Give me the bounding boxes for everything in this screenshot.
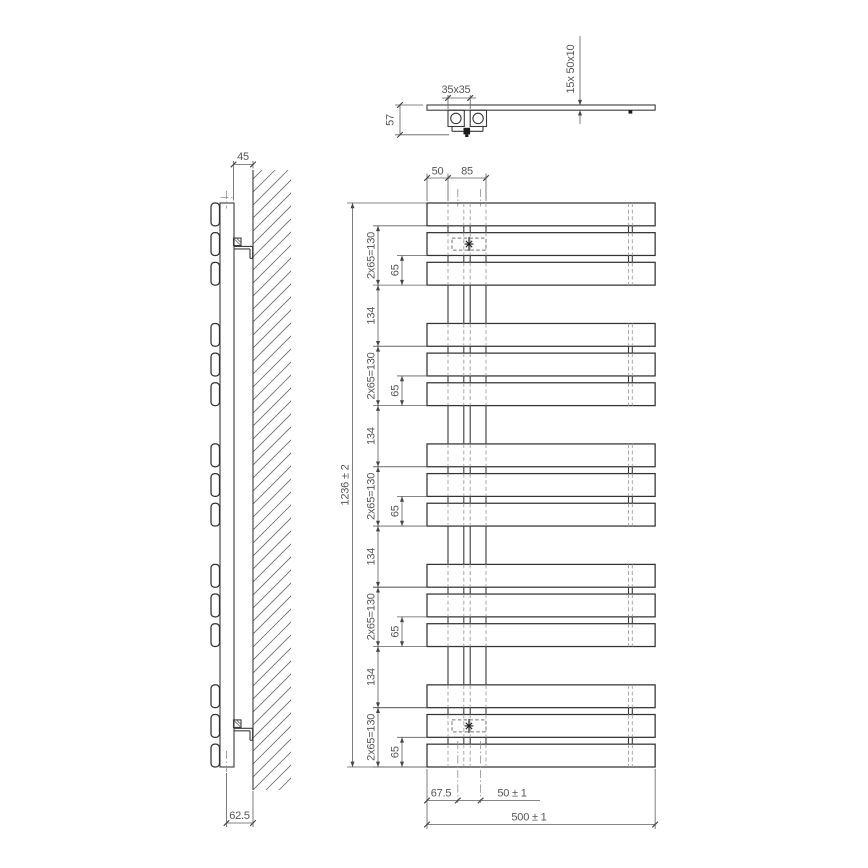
bar-rail-side bbox=[211, 503, 220, 526]
dim-collector-profile: 35x35 bbox=[441, 84, 471, 96]
dim-bar-pitch: 65 bbox=[389, 746, 402, 759]
dim-group-gap: 134 bbox=[365, 306, 378, 325]
dim-depth: 57 bbox=[384, 114, 397, 126]
dim-group-height: 2x65=130 bbox=[365, 593, 378, 641]
bar-rail bbox=[427, 383, 655, 406]
bar-rail bbox=[427, 353, 655, 376]
dim-left-margin: 50 bbox=[431, 165, 444, 178]
dim-total-width: 500 ± 1 bbox=[511, 811, 547, 824]
dim-group-height: 2x65=130 bbox=[365, 352, 378, 400]
dim-group-gap: 134 bbox=[365, 547, 378, 566]
dim-conn-pitch: 50 ± 1 bbox=[497, 787, 527, 800]
bar-rail-side bbox=[211, 323, 220, 346]
side-view-dimensions bbox=[224, 151, 256, 827]
bar-rail bbox=[427, 323, 655, 346]
bar-rail-side bbox=[211, 564, 220, 587]
bar-rail bbox=[427, 715, 655, 738]
dim-total-height: 1236 ± 2 bbox=[339, 464, 352, 506]
dim-wall-offset: 45 bbox=[237, 151, 249, 163]
dim-group-height: 2x65=130 bbox=[365, 231, 378, 279]
bar-rail bbox=[427, 594, 655, 617]
wall-bracket-side bbox=[234, 238, 253, 258]
dim-conn-offset: 67.5 bbox=[430, 787, 452, 800]
bar-rail-side bbox=[211, 685, 220, 708]
dim-axis-to-wall: 62.5 bbox=[229, 810, 250, 822]
dim-bar-pitch: 65 bbox=[389, 625, 402, 638]
wall-bracket-side bbox=[234, 720, 253, 740]
top-panel bbox=[427, 105, 655, 110]
dim-bar-pitch: 65 bbox=[389, 264, 402, 277]
dim-collector-span: 85 bbox=[461, 165, 473, 178]
bar-rail bbox=[427, 744, 655, 767]
bar-rail bbox=[427, 685, 655, 708]
bar-rail bbox=[427, 503, 655, 526]
wall-hatching bbox=[253, 94, 299, 829]
dim-bar-count-profile: 15x 50x10 bbox=[565, 44, 577, 94]
dim-bar-pitch: 65 bbox=[389, 505, 402, 518]
bar-rail bbox=[427, 262, 655, 285]
top-view-dimensions bbox=[385, 36, 583, 138]
front-view bbox=[427, 189, 655, 803]
side-view bbox=[211, 94, 299, 829]
bar-rail-side bbox=[211, 233, 220, 256]
bar-rail bbox=[427, 233, 655, 256]
bar-rail bbox=[427, 624, 655, 647]
side-collector bbox=[220, 203, 234, 767]
dim-bar-pitch: 65 bbox=[389, 384, 402, 397]
top-view bbox=[427, 105, 655, 137]
right-connector-stub bbox=[629, 110, 633, 113]
bar-rail bbox=[427, 444, 655, 467]
bar-rail bbox=[427, 203, 655, 226]
bar-rail bbox=[427, 564, 655, 587]
connection-hole bbox=[473, 113, 483, 123]
dim-group-gap: 134 bbox=[365, 668, 378, 686]
bar-rail-side bbox=[211, 383, 220, 406]
dim-group-height: 2x65=130 bbox=[365, 472, 378, 520]
bracket-screw-top-view bbox=[464, 128, 471, 135]
dim-group-gap: 134 bbox=[365, 427, 378, 446]
dim-group-height: 2x65=130 bbox=[365, 713, 378, 761]
bar-rail-side bbox=[211, 262, 220, 285]
bar-rail bbox=[427, 474, 655, 497]
bar-rail-side bbox=[211, 474, 220, 497]
bar-rail-side bbox=[211, 624, 220, 647]
bar-rail-side bbox=[211, 203, 220, 226]
bar-rail-side bbox=[211, 353, 220, 376]
bar-rail-side bbox=[211, 594, 220, 617]
bar-rail-side bbox=[211, 744, 220, 767]
bar-rail-side bbox=[211, 444, 220, 467]
connection-hole bbox=[451, 113, 461, 123]
bar-rail-side bbox=[211, 715, 220, 738]
